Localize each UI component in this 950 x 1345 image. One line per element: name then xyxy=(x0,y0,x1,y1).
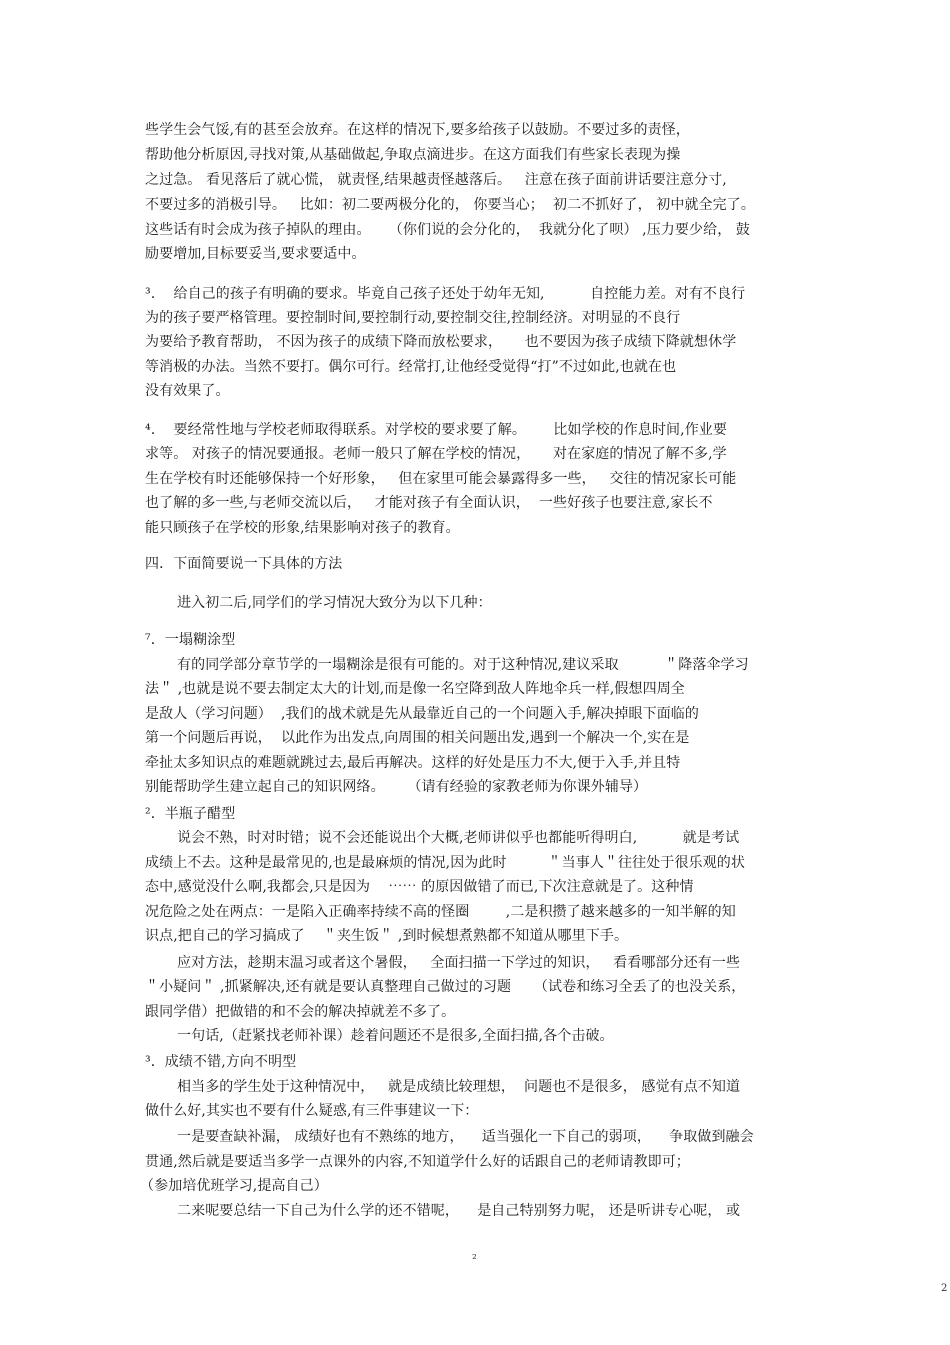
text-line: 一是要查缺补漏， 成绩好也有不熟练的地方， 适当强化一下自己的弱项， 争取做到融会 xyxy=(177,1129,754,1145)
text-line: 是敌人（学习问题） ,我们的战术就是先从最靠近自己的一个问题入手,解决掉眼下面临的 xyxy=(145,706,699,722)
subheading-3: ³．成绩不错,方向不明型 xyxy=(145,1054,297,1070)
text-line: 进入初二后,同学们的学习情况大致分为以下几种： xyxy=(177,595,492,611)
text-line: 励要增加,目标要妥当,要求要适中。 xyxy=(145,246,366,262)
section-heading: 四．下面简要说一下具体的方法 xyxy=(145,556,343,572)
page-number: ² xyxy=(472,1252,477,1266)
text-line: 之过急。 看见落后了就心慌， 就责怪,结果越责怪越落后。 注意在孩子面前讲话要注意分寸, xyxy=(145,172,727,188)
text-line: 第一个问题后再说， 以此作为出发点,向周围的相关问题出发,遇到一个解决一个,实在是 xyxy=(145,730,690,746)
subheading-1: ⁷．一塌糊涂型 xyxy=(145,632,236,648)
text-line: 能只顾孩子在学校的形象,结果影响对孩子的教育。 xyxy=(145,520,460,536)
text-line: 为要给予教育帮助， 不因为孩子的成绩下降而放松要求， 也不要因为孩子成绩下降就想休学 xyxy=(145,334,737,350)
text-line: 一句话,（赶紧找老师补课）趁着问题还不是很多,全面扫描,各个击破。 xyxy=(177,1028,614,1044)
text-line: 二来呢要总结一下自己为什么学的还不错呢， 是自己特别努力呢， 还是听讲专心呢， 或 xyxy=(177,1203,741,1219)
text-line: 应对方法，趁期末温习或者这个暑假， 全面扫描一下学过的知识， 看看哪部分还有一些 xyxy=(177,955,741,971)
text-line: 况危险之处在两点：一是陷入正确率持续不高的怪圈 ,二是积攒了越来越多的一知半解的知 xyxy=(145,904,736,920)
text-line: 为的孩子要严格管理。要控制时间,要控制行动,要控制交往,控制经济。对明显的不良行 xyxy=(145,310,681,326)
page-number-edge: 2 xyxy=(941,1283,948,1294)
text-line: 求等。 对孩子的情况要通报。老师一般只了解在学校的情况， 对在家庭的情况了解不多,学 xyxy=(145,446,727,462)
text-line: 法＂ ,也就是说不要去制定太大的计划,而是像一名空降到敌人阵地伞兵一样,假想四周全 xyxy=(145,681,685,697)
text-line: 说会不熟，时对时错；说不会还能说出个大概,老师讲似乎也都能听得明白, 就是考试 xyxy=(177,830,740,846)
text-line: 贯通,然后就是要适当多学一点课外的内容,不知道学什么好的话跟自己的老师请教即可； xyxy=(145,1154,690,1170)
list-item-4: ⁴. 要经常性地与学校老师取得联系。对学校的要求要了解。 比如学校的作息时间,作业要 xyxy=(145,422,728,438)
text-line: 跟同学借）把做错的和不会的解决掉就差不多了。 xyxy=(145,1004,456,1020)
text-line: 也了解的多一些,与老师交流以后， 才能对孩子有全面认识， 一些好孩子也要注意,家长不 xyxy=(145,495,713,511)
text-line: 等消极的办法。当然不要打。偶尔可行。经常打,让他经受觉得“打”不过如此,也就在也 xyxy=(145,359,677,375)
text-line: 些学生会气馁,有的甚至会放弃。在这样的情况下,要多给孩子以鼓励。不要过多的责怪， xyxy=(145,122,690,138)
text-line: 成绩上不去。这种是最常见的,也是最麻烦的情况,因为此时 ＂当事人＂往往处于很乐观的状 xyxy=(145,855,745,871)
text-line: 帮助他分析原因,寻找对策,从基础做起,争取点滴进步。在这方面我们有些家长表现为操 xyxy=(145,147,681,163)
text-line: 没有效果了。 xyxy=(145,383,230,399)
text-line: 牵扯太多知识点的难题就跳过去,最后再解决。这样的好处是压力不大,便于入手,并且特 xyxy=(145,755,681,771)
text-line: 态中,感觉没什么啊,我都会,只是因为 ⋯⋯ 的原因做错了而已,下次注意就是了。这种情 xyxy=(145,879,694,895)
text-line: 生在学校有时还能够保持一个好形象， 但在家里可能会暴露得多一些， 交往的情况家长可能 xyxy=(145,471,737,487)
text-line: 相当多的学生处于这种情况中， 就是成绩比较理想， 问题也不是很多， 感觉有点不知道 xyxy=(177,1079,741,1095)
text-line: 别能帮助学生建立起自己的知识网络。 （请有经验的家教老师为你课外辅导） xyxy=(145,779,648,795)
subheading-2: ²．半瓶子醋型 xyxy=(145,806,236,822)
list-item-3: ³. 给自己的孩子有明确的要求。毕竟自己孩子还处于幼年无知, 自控能力差。对有不良行 xyxy=(145,286,746,302)
text-line: 不要过多的消极引导。 比如：初二要两极分化的， 你要当心； 初二不抓好了， 初中就全完了。 xyxy=(145,197,755,213)
text-line: 这些话有时会成为孩子掉队的理由。 （你们说的会分化的， 我就分化了呗） ,压力要少给， 鼓 xyxy=(145,222,750,238)
text-line: （参加培优班学习,提高自己） xyxy=(140,1178,328,1194)
text-line: 有的同学部分章节学的一塌糊涂是很有可能的。对于这种情况,建议采取 ＂降落伞学习 xyxy=(177,657,749,673)
text-line: 识点,把自己的学习搞成了 ＂夹生饭＂ ,到时候想煮熟都不知道从哪里下手。 xyxy=(145,928,629,944)
text-line: 做什么好,其实也不要有什么疑惑,有三件事建议一下： xyxy=(145,1103,479,1119)
text-line: ＂小疑问＂ ,抓紧解决,还有就是要认真整理自己做过的习题 （试卷和练习全丢了的也没关系， xyxy=(145,979,746,995)
